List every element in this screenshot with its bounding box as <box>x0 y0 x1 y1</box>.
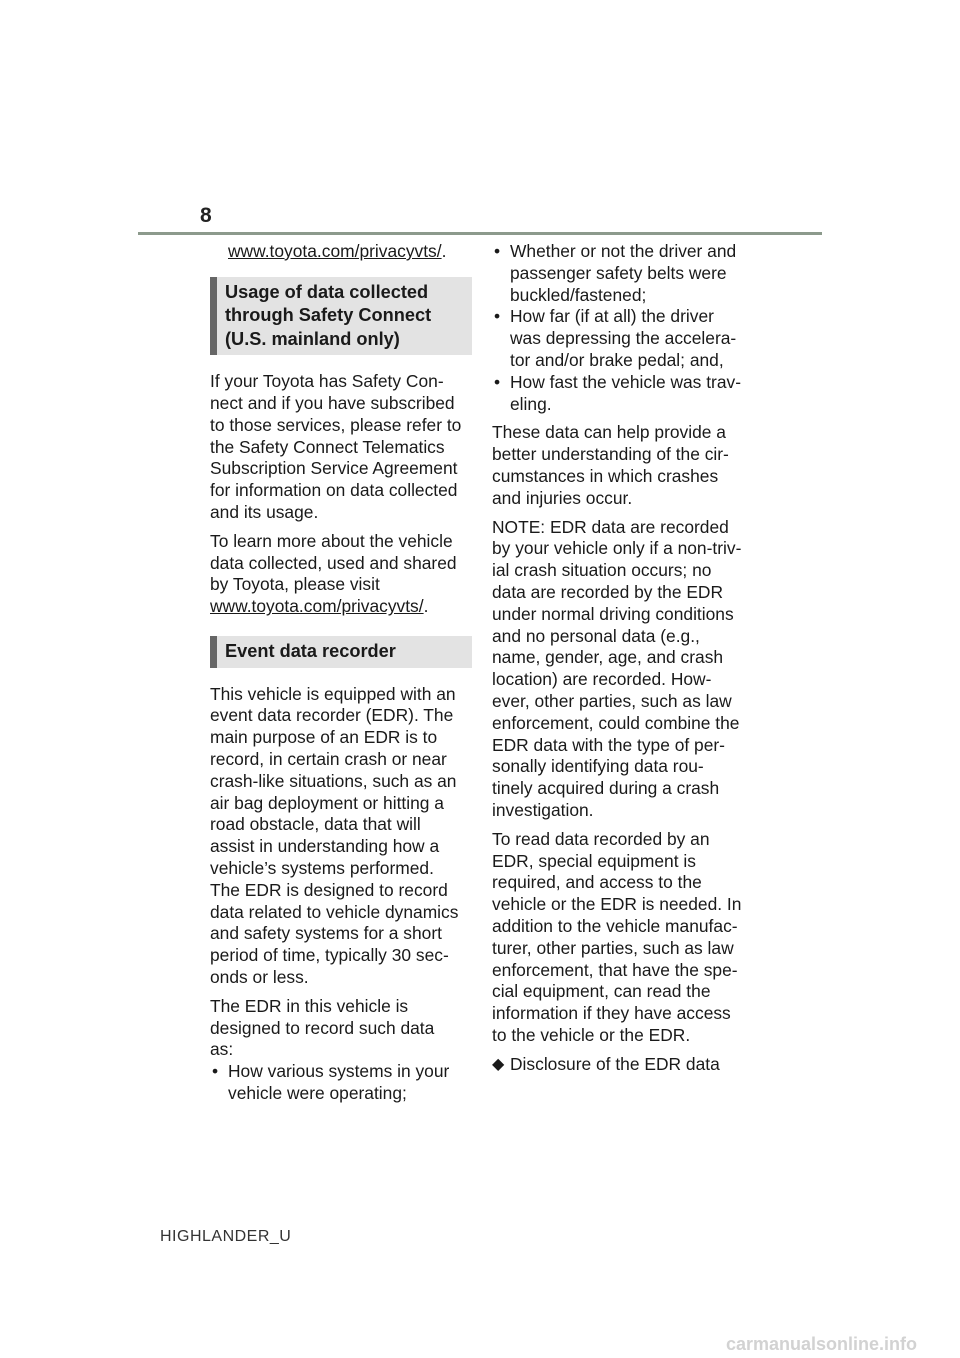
list-item <box>210 1061 472 1105</box>
text-line: crash-like situations, such as an <box>210 770 457 791</box>
text-line: required, and access to the <box>492 872 702 893</box>
text-line: for information on data collected <box>210 480 458 501</box>
learn-more-paragraph <box>210 531 472 618</box>
link-line <box>210 596 472 618</box>
edr-intro-paragraph <box>210 684 472 989</box>
text-line: by Toyota, please visit <box>210 574 380 595</box>
text-line: the Safety Connect Telematics <box>210 436 445 457</box>
text-line: and its usage. <box>210 502 319 523</box>
header-rule <box>138 232 822 235</box>
list-item <box>492 372 754 416</box>
text-line: tor and/or brake pedal; and, <box>510 349 724 370</box>
text-line: as: <box>210 1039 234 1060</box>
text-line: investigation. <box>492 799 594 820</box>
text-line: road obstacle, data that will <box>210 814 421 835</box>
text-line: The EDR is designed to record <box>210 879 448 900</box>
text-line: vehicle’s systems performed. <box>210 857 434 878</box>
subheading-disclosure <box>492 1054 754 1076</box>
list-item <box>492 241 754 306</box>
text-line: designed to record such data <box>210 1017 435 1038</box>
text-line: and safety systems for a short <box>210 923 442 944</box>
text-line: name, gender, age, and crash <box>492 647 724 668</box>
text-line: sonally identifying data rou- <box>492 756 704 777</box>
left-column <box>210 241 472 1105</box>
text-line: event data recorder (EDR). The <box>210 705 454 726</box>
link-period: . <box>441 241 447 261</box>
page-number: 8 <box>200 204 212 227</box>
text-line: vehicle or the EDR is needed. In <box>492 894 742 915</box>
text-line: EDR, special equipment is <box>492 850 696 871</box>
text-line: cumstances in which crashes <box>492 465 719 486</box>
watermark: carmanualsonline.info <box>726 1334 918 1354</box>
edr-benefit-paragraph <box>492 422 754 509</box>
section-heading-edr <box>210 636 472 668</box>
text-line: and injuries occur. <box>492 487 633 508</box>
text-line: addition to the vehicle manufac- <box>492 915 738 936</box>
text-line: How various systems in your <box>228 1061 450 1082</box>
text-line: buckled/fastened; <box>510 284 647 305</box>
bullet-icon: • <box>212 1061 219 1082</box>
text-line: Whether or not the driver and <box>510 241 737 261</box>
bullet-icon: • <box>494 371 501 392</box>
heading-line: Usage of data collected <box>225 281 429 302</box>
text-line: NOTE: EDR data are recorded <box>492 516 729 537</box>
text-line: air bag deployment or hitting a <box>210 792 444 813</box>
text-line: tinely acquired during a crash <box>492 778 720 799</box>
text-line: enforcement, could combine the <box>492 712 740 733</box>
text-line: EDR data with the type of per- <box>492 734 725 755</box>
text-line: main purpose of an EDR is to <box>210 727 438 748</box>
text-line: To read data recorded by an <box>492 828 710 849</box>
text-line: and no personal data (e.g., <box>492 625 700 646</box>
text-line: How far (if at all) the driver <box>510 306 714 327</box>
text-line: enforcement, that have the spe- <box>492 959 738 980</box>
heading-line: through Safety Connect <box>225 305 432 326</box>
text-line: cial equipment, can read the <box>492 981 711 1002</box>
text-line: passenger safety belts were <box>510 262 727 283</box>
text-line: to those services, please refer to <box>210 414 462 435</box>
text-line: ial crash situation occurs; no <box>492 560 712 581</box>
text-line: This vehicle is equipped with an <box>210 683 456 704</box>
text-line: location) are recorded. How- <box>492 669 712 690</box>
footer-model-code: HIGHLANDER_U <box>160 1228 292 1245</box>
text-line: better understanding of the cir- <box>492 444 729 465</box>
continued-link-paragraph <box>210 241 472 263</box>
text-line: data related to vehicle dynamics <box>210 901 459 922</box>
text-line: by your vehicle only if a non-triv- <box>492 538 742 559</box>
text-line: record, in certain crash or near <box>210 748 447 769</box>
text-line: These data can help provide a <box>492 422 726 443</box>
text-line: data collected, used and shared <box>210 552 457 573</box>
text-line: If your Toyota has Safety Con- <box>210 371 444 392</box>
bullet-icon: • <box>494 241 501 261</box>
text-line: The EDR in this vehicle is <box>210 995 409 1016</box>
privacy-link-top[interactable]: www.toyota.com/privacyvts/ <box>228 241 442 261</box>
text-line: nect and if you have subscribed <box>210 393 455 414</box>
subheading-text: Disclosure of the EDR data <box>510 1053 720 1074</box>
link-period: . <box>423 596 429 617</box>
text-line: ever, other parties, such as law <box>492 690 732 711</box>
text-line: turer, other parties, such as law <box>492 937 734 958</box>
safety-connect-paragraph <box>210 371 472 524</box>
right-column <box>492 241 754 1082</box>
edr-design-paragraph <box>210 996 472 1061</box>
text-line: How fast the vehicle was trav- <box>510 371 741 392</box>
list-item <box>492 306 754 371</box>
text-line: vehicle were operating; <box>228 1082 407 1103</box>
text-line: period of time, typically 30 sec- <box>210 945 449 966</box>
section-heading-safety-connect <box>210 277 472 356</box>
edr-read-paragraph <box>492 829 754 1047</box>
text-line: to the vehicle or the EDR. <box>492 1024 691 1045</box>
text-line: information if they have access <box>492 1003 731 1024</box>
bullet-icon: • <box>494 306 501 327</box>
text-line: under normal driving conditions <box>492 603 734 624</box>
text-line: To learn more about the vehicle <box>210 530 453 551</box>
text-line: data are recorded by the EDR <box>492 581 724 602</box>
text-line: eling. <box>510 393 552 414</box>
heading-line: (U.S. mainland only) <box>225 328 400 349</box>
privacy-link[interactable]: www.toyota.com/privacyvts/ <box>210 596 424 617</box>
diamond-icon: ◆ <box>492 1055 505 1073</box>
edr-note-paragraph <box>492 517 754 822</box>
text-line: assist in understanding how a <box>210 836 440 857</box>
heading-line: Event data recorder <box>225 641 396 662</box>
text-line: Subscription Service Agreement <box>210 458 458 479</box>
text-line: onds or less. <box>210 966 309 987</box>
text-line: was depressing the accelera- <box>510 328 737 349</box>
